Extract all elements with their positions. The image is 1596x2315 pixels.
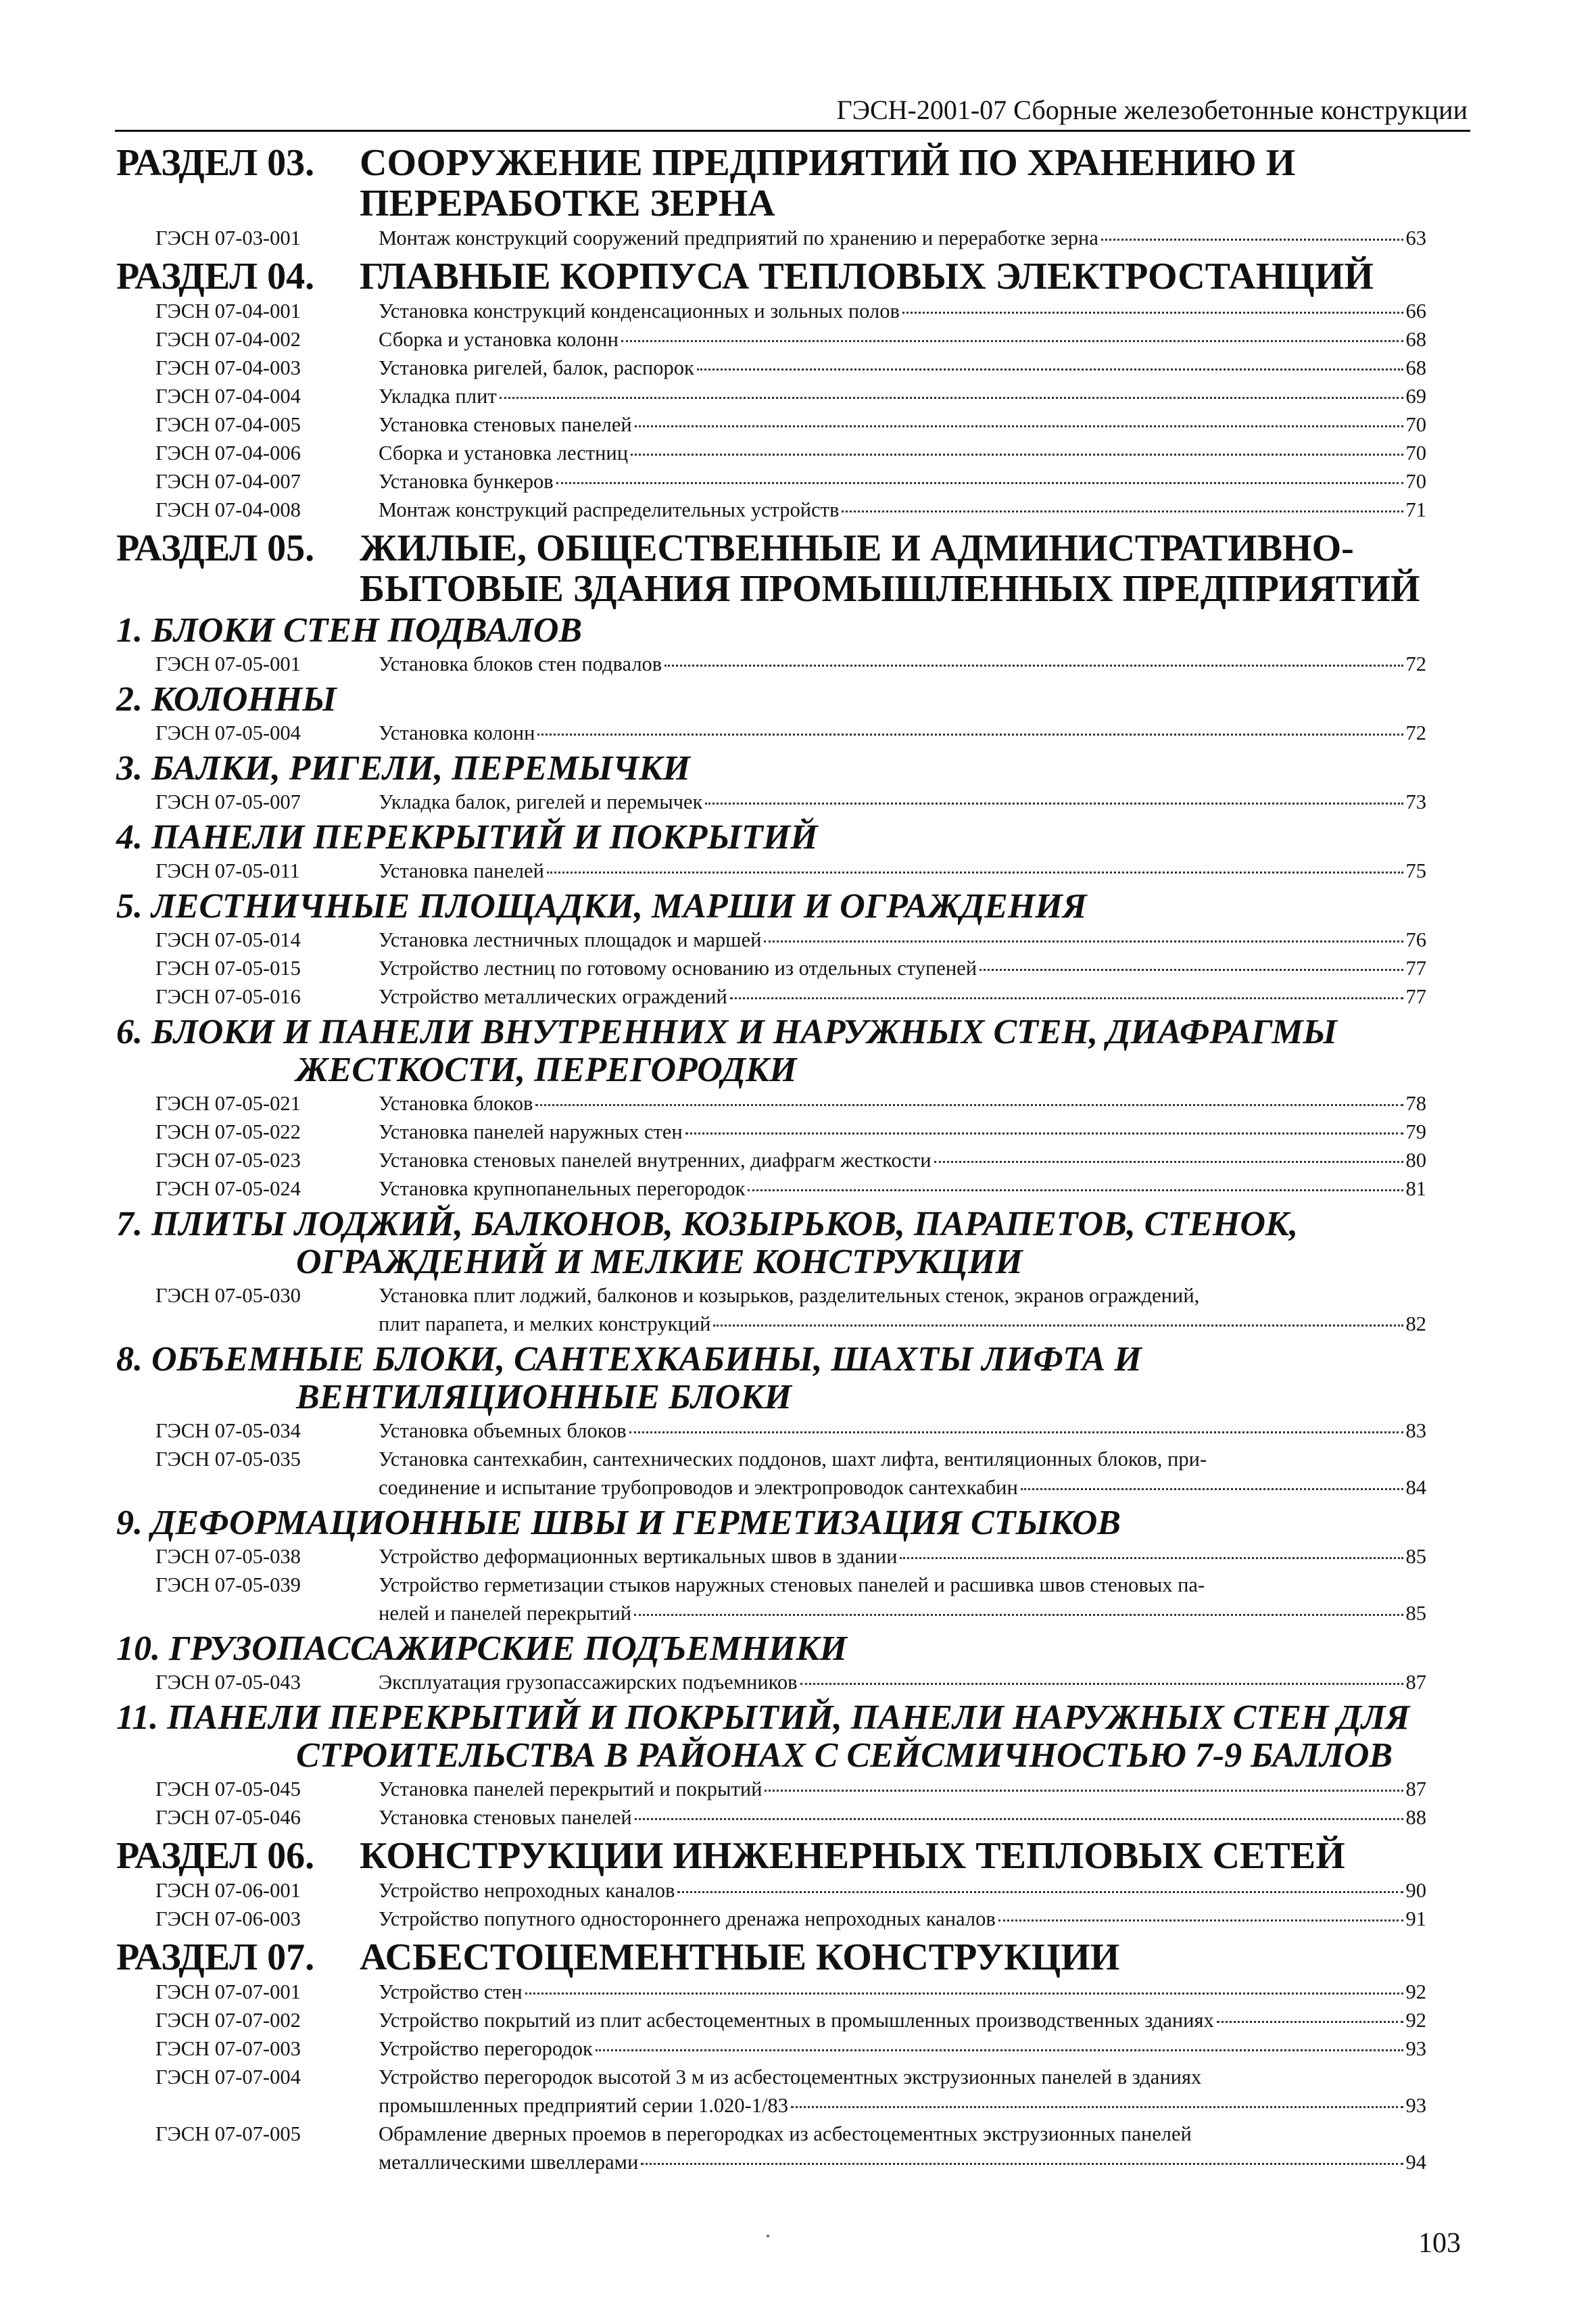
- entry-page-number: 87: [1405, 1777, 1426, 1800]
- entry-title-line: Монтаж конструкций сооружений предприятий по хранению и переработке зерна: [379, 226, 1098, 249]
- entry-code: ГЭСН 07-05-023: [155, 1149, 301, 1172]
- entry-body: [379, 1978, 1426, 2006]
- entry-title-line: соединение и испытание трубопроводов и электропроводок сантехкабин: [379, 1476, 1018, 1499]
- entry-last-line: [379, 926, 1426, 954]
- entry-code: ГЭСН 07-05-045: [155, 1777, 301, 1800]
- section-title: ГЛАВНЫЕ КОРПУСА ТЕПЛОВЫХ ЭЛЕКТРОСТАНЦИЙ: [360, 256, 1374, 297]
- toc-entry[interactable]: [116, 1571, 1426, 1627]
- entry-title-line: Установка крупнопанельных перегородок: [379, 1177, 746, 1200]
- toc-entry[interactable]: [116, 719, 1426, 747]
- entry-body: [379, 1668, 1426, 1696]
- entry-code: ГЭСН 07-07-002: [155, 2009, 301, 2032]
- entry-title-line: Обрамление дверных проемов в перегородках из асбестоцементных экструзионных панелей: [379, 2122, 1192, 2145]
- entry-body: [379, 1803, 1426, 1832]
- toc-entry[interactable]: [116, 1174, 1426, 1203]
- entry-page-number: 70: [1405, 470, 1426, 493]
- entry-title-line: Установка панелей перекрытий и покрытий: [379, 1777, 763, 1800]
- entry-body: [379, 1174, 1426, 1203]
- toc-entry[interactable]: [116, 1118, 1426, 1146]
- dot-leader: [934, 1161, 1403, 1163]
- entry-title-line: Устройство герметизации стыков наружных стеновых панелей и расшивка швов стеновых па-: [379, 1573, 1205, 1596]
- entry-body: [379, 1542, 1426, 1571]
- entry-body: [379, 1118, 1426, 1146]
- entry-page-number: 71: [1405, 498, 1426, 521]
- entry-title-line: Установка ригелей, балок, распорок: [379, 356, 694, 379]
- entry-title-line: Установка стеновых панелей внутренних, диафрагм жесткости: [379, 1149, 932, 1172]
- entry-title-line: Устройство стен: [379, 1980, 523, 2003]
- dot-leader: [730, 997, 1403, 999]
- dot-leader: [685, 1132, 1403, 1135]
- entry-last-line: [379, 1146, 1426, 1174]
- entry-last-line: [379, 1118, 1426, 1146]
- entry-body: [379, 982, 1426, 1011]
- entry-page-number: 66: [1405, 300, 1426, 323]
- section-title: АСБЕСТОЦЕМЕНТНЫЕ КОНСТРУКЦИИ: [360, 1936, 1120, 1978]
- entry-page-number: 92: [1405, 2009, 1426, 2032]
- toc-entry[interactable]: [116, 382, 1426, 410]
- entry-title-line: Установка сантехкабин, сантехнических поддонов, шахт лифта, вентиляционных блоков, при-: [379, 1448, 1207, 1471]
- entry-page-number: 88: [1405, 1806, 1426, 1829]
- toc-entry[interactable]: [116, 1416, 1426, 1445]
- entry-page-number: 79: [1405, 1120, 1426, 1143]
- entry-page-number: 93: [1405, 2094, 1426, 2117]
- dot-leader: [635, 1818, 1403, 1820]
- subsection-heading: 10. ГРУЗОПАССАЖИРСКИЕ ПОДЪЕМНИКИ: [116, 1629, 847, 1668]
- toc-entry[interactable]: [116, 1803, 1426, 1832]
- entry-last-line: [379, 857, 1426, 885]
- subsection-heading: 8. ОБЪЕМНЫЕ БЛОКИ, САНТЕХКАБИНЫ, ШАХТЫ ЛИФТА И ВЕНТИЛЯЦИОННЫЕ БЛОКИ: [116, 1340, 1142, 1416]
- entry-page-number: 87: [1405, 1671, 1426, 1694]
- entry-title-line: Установка блоков стен подвалов: [379, 652, 662, 675]
- entry-code: ГЭСН 07-05-011: [155, 859, 300, 882]
- entry-body: [379, 719, 1426, 747]
- entry-last-line: [379, 954, 1426, 982]
- entry-title-line: металлическими швеллерами: [379, 2151, 639, 2174]
- toc-entry[interactable]: [116, 2006, 1426, 2034]
- entry-code: ГЭСН 07-04-003: [155, 356, 301, 379]
- toc-entry[interactable]: [116, 1775, 1426, 1803]
- toc-entry[interactable]: [116, 467, 1426, 496]
- entry-page-number: 76: [1405, 928, 1426, 951]
- entry-title-line: Установка конструкций конденсационных и зольных полов: [379, 300, 900, 323]
- entry-title-line: Устройство перегородок высотой 3 м из асбестоцементных экструзионных панелей в зданиях: [379, 2066, 1202, 2089]
- section-title: ЖИЛЫЕ, ОБЩЕСТВЕННЫЕ И АДМИНИСТРАТИВНО-БЫТОВЫЕ ЗДАНИЯ ПРОМЫШЛЕННЫХ ПРЕДПРИЯТИЙ: [360, 527, 1420, 610]
- toc-entry[interactable]: [116, 1668, 1426, 1696]
- entry-title-line: Монтаж конструкций распределительных устройств: [379, 498, 840, 521]
- toc-entry[interactable]: [116, 1542, 1426, 1571]
- entry-title-line: Установка колонн: [379, 721, 535, 744]
- entry-body: [379, 2006, 1426, 2034]
- entry-body: [379, 1416, 1426, 1445]
- scan-speck: [767, 2235, 769, 2237]
- entry-page-number: 77: [1405, 985, 1426, 1008]
- toc-entry[interactable]: [116, 1146, 1426, 1174]
- toc-entry[interactable]: [116, 439, 1426, 467]
- entry-page-number: 78: [1405, 1092, 1426, 1115]
- entry-page-number: 75: [1405, 859, 1426, 882]
- dot-leader: [902, 312, 1403, 314]
- entry-page-number: 90: [1405, 1879, 1426, 1902]
- header-rule: [115, 130, 1470, 132]
- entry-code: ГЭСН 07-07-003: [155, 2037, 301, 2060]
- entry-last-line: [379, 410, 1426, 439]
- entry-last-line: [379, 1876, 1426, 1905]
- entry-title-line: Сборка и установка лестниц: [379, 441, 629, 464]
- entry-last-line: [379, 1089, 1426, 1118]
- entry-body: [379, 325, 1426, 354]
- entry-body: [379, 788, 1426, 816]
- dot-leader: [1217, 2021, 1403, 2023]
- entry-last-line: [379, 1542, 1426, 1571]
- entry-title-line: Установка плит лоджий, балконов и козырьков, разделительных стенок, экранов ограждений,: [379, 1284, 1200, 1307]
- section-title: КОНСТРУКЦИИ ИНЖЕНЕРНЫХ ТЕПЛОВЫХ СЕТЕЙ: [360, 1835, 1345, 1877]
- entry-code: ГЭСН 07-07-005: [155, 2122, 301, 2145]
- dot-leader: [556, 482, 1403, 484]
- subsection-heading: 3. БАЛКИ, РИГЕЛИ, ПЕРЕМЫЧКИ: [116, 749, 690, 788]
- entry-code: ГЭСН 07-05-004: [155, 721, 301, 744]
- toc-entry[interactable]: [116, 224, 1426, 252]
- entry-last-line: [379, 297, 1426, 325]
- dot-leader: [764, 940, 1403, 942]
- dot-leader: [629, 1431, 1403, 1433]
- toc-entry[interactable]: [116, 982, 1426, 1011]
- entry-code: ГЭСН 07-05-043: [155, 1671, 301, 1694]
- entry-page-number: 84: [1405, 1476, 1426, 1499]
- subsection-heading: 2. КОЛОННЫ: [116, 680, 337, 719]
- entry-last-line: [379, 1775, 1426, 1803]
- dot-leader: [621, 340, 1403, 342]
- toc-entry[interactable]: [116, 857, 1426, 885]
- dot-leader: [547, 872, 1403, 874]
- entry-title-line: Укладка плит: [379, 385, 497, 408]
- entry-last-line: [379, 1803, 1426, 1832]
- section-number: РАЗДЕЛ 06.: [116, 1835, 315, 1877]
- toc-entry[interactable]: [116, 496, 1426, 524]
- entry-page-number: 80: [1405, 1149, 1426, 1172]
- entry-page-number: 68: [1405, 356, 1426, 379]
- dot-leader: [500, 397, 1403, 399]
- entry-title-line: Укладка балок, ригелей и перемычек: [379, 790, 703, 813]
- entry-title-line: Устройство металлических ограждений: [379, 985, 727, 1008]
- dot-leader: [900, 1557, 1403, 1559]
- entry-last-line: [379, 1905, 1426, 1933]
- dot-leader: [537, 734, 1403, 736]
- entry-title-line: Установка лестничных площадок и маршей: [379, 928, 762, 951]
- entry-body: [379, 1089, 1426, 1118]
- entry-last-line: [379, 1416, 1426, 1445]
- entry-page-number: 83: [1405, 1419, 1426, 1442]
- entry-code: ГЭСН 07-05-022: [155, 1120, 301, 1143]
- dot-leader: [634, 1614, 1403, 1616]
- entry-code: ГЭСН 07-06-003: [155, 1907, 301, 1930]
- page-number: 103: [1418, 2228, 1461, 2259]
- entry-code: ГЭСН 07-05-014: [155, 928, 301, 951]
- dot-leader: [596, 2049, 1403, 2051]
- toc-entry[interactable]: [116, 410, 1426, 439]
- entry-title-line: Установка объемных блоков: [379, 1419, 627, 1442]
- entry-body: [379, 1281, 1426, 1338]
- entry-code: ГЭСН 07-04-006: [155, 441, 301, 464]
- section-number: РАЗДЕЛ 07.: [116, 1936, 315, 1978]
- entry-last-line: [379, 2148, 1426, 2176]
- dot-leader: [641, 2163, 1403, 2165]
- entry-body: [379, 439, 1426, 467]
- entry-body: [379, 1146, 1426, 1174]
- toc-entry[interactable]: [116, 1281, 1426, 1338]
- entry-page-number: 73: [1405, 790, 1426, 813]
- entry-last-line: [379, 325, 1426, 354]
- entry-code: ГЭСН 07-05-035: [155, 1448, 301, 1471]
- dot-leader: [525, 1992, 1403, 1995]
- toc-entry[interactable]: [116, 297, 1426, 325]
- entry-page-number: 63: [1405, 226, 1426, 249]
- entry-page-number: 92: [1405, 1980, 1426, 2003]
- entry-last-line: [379, 439, 1426, 467]
- entry-page-number: 72: [1405, 652, 1426, 675]
- section-heading: [116, 524, 1426, 609]
- entry-body: [379, 467, 1426, 496]
- entry-code: ГЭСН 07-04-008: [155, 498, 301, 521]
- entry-body: [379, 297, 1426, 325]
- entry-code: ГЭСН 07-05-039: [155, 1573, 301, 1596]
- subsection-heading: 11. ПАНЕЛИ ПЕРЕКРЫТИЙ И ПОКРЫТИЙ, ПАНЕЛИ НАРУЖНЫХ СТЕН ДЛЯ СТРОИТЕЛЬСТВА В РАЙОНАХ С СЕЙСМИЧНОСТЬЮ 7-9 БАЛЛОВ: [116, 1698, 1410, 1775]
- dot-leader: [998, 1919, 1403, 1922]
- subsection-heading: 6. БЛОКИ И ПАНЕЛИ ВНУТРЕННИХ И НАРУЖНЫХ СТЕН, ДИАФРАГМЫ ЖЕСТКОСТИ, ПЕРЕГОРОДКИ: [116, 1013, 1337, 1089]
- toc-entry[interactable]: [116, 954, 1426, 982]
- entry-page-number: 85: [1405, 1545, 1426, 1568]
- entry-body: [379, 410, 1426, 439]
- entry-body: [379, 857, 1426, 885]
- entry-title-line: Установка панелей наружных стен: [379, 1120, 683, 1143]
- dot-leader: [664, 665, 1403, 667]
- dot-leader: [800, 1683, 1403, 1685]
- entry-code: ГЭСН 07-07-001: [155, 1980, 301, 2003]
- entry-code: ГЭСН 07-05-038: [155, 1545, 301, 1568]
- entry-page-number: 93: [1405, 2037, 1426, 2060]
- entry-title-line: Устройство перегородок: [379, 2037, 593, 2060]
- entry-title-line: Устройство лестниц по готовому основанию из отдельных ступеней: [379, 957, 977, 980]
- entry-body: [379, 1876, 1426, 1905]
- entry-title-line: Установка блоков: [379, 1092, 533, 1115]
- entry-page-number: 77: [1405, 957, 1426, 980]
- subsection-heading: 5. ЛЕСТНИЧНЫЕ ПЛОЩАДКИ, МАРШИ И ОГРАЖДЕНИЯ: [116, 887, 1087, 926]
- dot-leader: [748, 1189, 1403, 1191]
- toc-entry[interactable]: [116, 2034, 1426, 2063]
- entry-body: [379, 1905, 1426, 1933]
- entry-code: ГЭСН 07-04-007: [155, 470, 301, 493]
- toc-entry[interactable]: [116, 1089, 1426, 1118]
- toc-entry[interactable]: [116, 650, 1426, 678]
- dot-leader: [677, 1891, 1403, 1893]
- entry-code: ГЭСН 07-05-001: [155, 652, 301, 675]
- entry-page-number: 91: [1405, 1907, 1426, 1930]
- entry-body: [379, 954, 1426, 982]
- dot-leader: [635, 425, 1403, 427]
- section-number: РАЗДЕЛ 05.: [116, 527, 315, 569]
- entry-code: ГЭСН 07-05-016: [155, 985, 301, 1008]
- entry-title-line: плит парапета, и мелких конструкций: [379, 1312, 711, 1335]
- entry-title-line: нелей и панелей перекрытий: [379, 1602, 632, 1625]
- entry-body: [379, 2063, 1426, 2120]
- toc-entry[interactable]: [116, 1876, 1426, 1905]
- dot-leader: [631, 454, 1403, 456]
- subsection-heading: 9. ДЕФОРМАЦИОННЫЕ ШВЫ И ГЕРМЕТИЗАЦИЯ СТЫКОВ: [116, 1504, 1121, 1542]
- entry-code: ГЭСН 07-04-004: [155, 385, 301, 408]
- entry-last-line: [379, 224, 1426, 252]
- entry-last-line: [379, 719, 1426, 747]
- entry-last-line: [379, 2034, 1426, 2063]
- entry-page-number: 81: [1405, 1177, 1426, 1200]
- entry-page-number: 70: [1405, 441, 1426, 464]
- section-heading: [116, 1832, 1426, 1876]
- entry-body: [379, 926, 1426, 954]
- entry-code: ГЭСН 07-05-007: [155, 790, 301, 813]
- entry-last-line: [379, 1978, 1426, 2006]
- section-heading: [116, 139, 1426, 224]
- dot-leader: [705, 803, 1403, 805]
- entry-body: [379, 650, 1426, 678]
- entry-last-line: [379, 982, 1426, 1011]
- entry-last-line: [379, 1310, 1426, 1338]
- entry-body: [379, 2034, 1426, 2063]
- entry-code: ГЭСН 07-04-002: [155, 328, 301, 351]
- entry-code: ГЭСН 07-07-004: [155, 2066, 301, 2089]
- entry-page-number: 72: [1405, 721, 1426, 744]
- entry-body: [379, 1775, 1426, 1803]
- subsection-heading: 1. БЛОКИ СТЕН ПОДВАЛОВ: [116, 611, 583, 650]
- entry-title-line: Установка панелей: [379, 859, 544, 882]
- entry-code: ГЭСН 07-05-030: [155, 1284, 301, 1307]
- toc-entry[interactable]: [116, 1978, 1426, 2006]
- toc-entry[interactable]: [116, 1445, 1426, 1502]
- toc-entry[interactable]: [116, 926, 1426, 954]
- entry-code: ГЭСН 07-05-024: [155, 1177, 301, 1200]
- dot-leader: [842, 510, 1403, 512]
- toc-entry[interactable]: [116, 788, 1426, 816]
- toc-entry[interactable]: [116, 2063, 1426, 2120]
- entry-page-number: 82: [1405, 1312, 1426, 1335]
- entry-page-number: 70: [1405, 413, 1426, 436]
- dot-leader: [697, 368, 1403, 371]
- entry-last-line: [379, 467, 1426, 496]
- dot-leader: [713, 1324, 1403, 1327]
- entry-body: [379, 1445, 1426, 1502]
- entry-last-line: [379, 496, 1426, 524]
- entry-last-line: [379, 788, 1426, 816]
- running-header: ГЭСН-2001-07 Сборные железобетонные конструкции: [836, 95, 1468, 125]
- dot-leader: [1021, 1488, 1403, 1490]
- entry-title-line: Устройство непроходных каналов: [379, 1879, 675, 1902]
- dot-leader: [1101, 239, 1403, 241]
- toc-entry[interactable]: [116, 354, 1426, 382]
- entry-last-line: [379, 1473, 1426, 1502]
- section-number: РАЗДЕЛ 03.: [116, 142, 315, 184]
- subsection-heading: 7. ПЛИТЫ ЛОДЖИЙ, БАЛКОНОВ, КОЗЫРЬКОВ, ПАРАПЕТОВ, СТЕНОК, ОГРАЖДЕНИЙ И МЕЛКИЕ КОНСТРУКЦИИ: [116, 1205, 1299, 1281]
- entry-body: [379, 354, 1426, 382]
- dot-leader: [765, 1790, 1403, 1792]
- entry-last-line: [379, 1668, 1426, 1696]
- entry-code: ГЭСН 07-03-001: [155, 226, 301, 249]
- dot-leader: [980, 969, 1403, 971]
- entry-code: ГЭСН 07-05-034: [155, 1419, 301, 1442]
- entry-page-number: 85: [1405, 1602, 1426, 1625]
- section-number: РАЗДЕЛ 04.: [116, 256, 315, 297]
- entry-body: [379, 224, 1426, 252]
- subsection-heading: 4. ПАНЕЛИ ПЕРЕКРЫТИЙ И ПОКРЫТИЙ: [116, 818, 818, 857]
- entry-title-line: Устройство попутного одностороннего дренажа непроходных каналов: [379, 1907, 996, 1930]
- entry-title-line: Сборка и установка колонн: [379, 328, 619, 351]
- table-of-contents: [116, 139, 1426, 2176]
- entry-last-line: [379, 650, 1426, 678]
- entry-last-line: [379, 382, 1426, 410]
- section-heading: [116, 1933, 1426, 1978]
- entry-page-number: 94: [1405, 2151, 1426, 2174]
- dot-leader: [791, 2106, 1403, 2108]
- entry-body: [379, 382, 1426, 410]
- entry-last-line: [379, 1174, 1426, 1203]
- toc-entry[interactable]: [116, 325, 1426, 354]
- entry-title-line: Устройство покрытий из плит асбестоцементных в промышленных производственных зданиях: [379, 2009, 1214, 2032]
- entry-title-line: Установка бункеров: [379, 470, 554, 493]
- entry-title-line: промышленных предприятий серии 1.020-1/83: [379, 2094, 789, 2117]
- entry-code: ГЭСН 07-04-005: [155, 413, 301, 436]
- entry-title-line: Эксплуатация грузопассажирских подъемников: [379, 1671, 798, 1694]
- section-title: СООРУЖЕНИЕ ПРЕДПРИЯТИЙ ПО ХРАНЕНИЮ И ПЕРЕРАБОТКЕ ЗЕРНА: [360, 142, 1296, 224]
- toc-entry[interactable]: [116, 1905, 1426, 1933]
- entry-code: ГЭСН 07-04-001: [155, 300, 301, 323]
- entry-page-number: 69: [1405, 385, 1426, 408]
- entry-code: ГЭСН 07-05-015: [155, 957, 301, 980]
- entry-last-line: [379, 2091, 1426, 2120]
- dot-leader: [535, 1104, 1403, 1106]
- entry-code: ГЭСН 07-06-001: [155, 1879, 301, 1902]
- entry-title-line: Установка стеновых панелей: [379, 413, 632, 436]
- entry-body: [379, 2120, 1426, 2176]
- entry-last-line: [379, 354, 1426, 382]
- section-heading: [116, 252, 1426, 297]
- entry-body: [379, 1571, 1426, 1627]
- entry-title-line: Устройство деформационных вертикальных швов в здании: [379, 1545, 898, 1568]
- entry-last-line: [379, 2006, 1426, 2034]
- entry-last-line: [379, 1599, 1426, 1627]
- entry-code: ГЭСН 07-05-021: [155, 1092, 301, 1115]
- entry-code: ГЭСН 07-05-046: [155, 1806, 301, 1829]
- toc-entry[interactable]: [116, 2120, 1426, 2176]
- entry-title-line: Установка стеновых панелей: [379, 1806, 632, 1829]
- entry-body: [379, 496, 1426, 524]
- entry-page-number: 68: [1405, 328, 1426, 351]
